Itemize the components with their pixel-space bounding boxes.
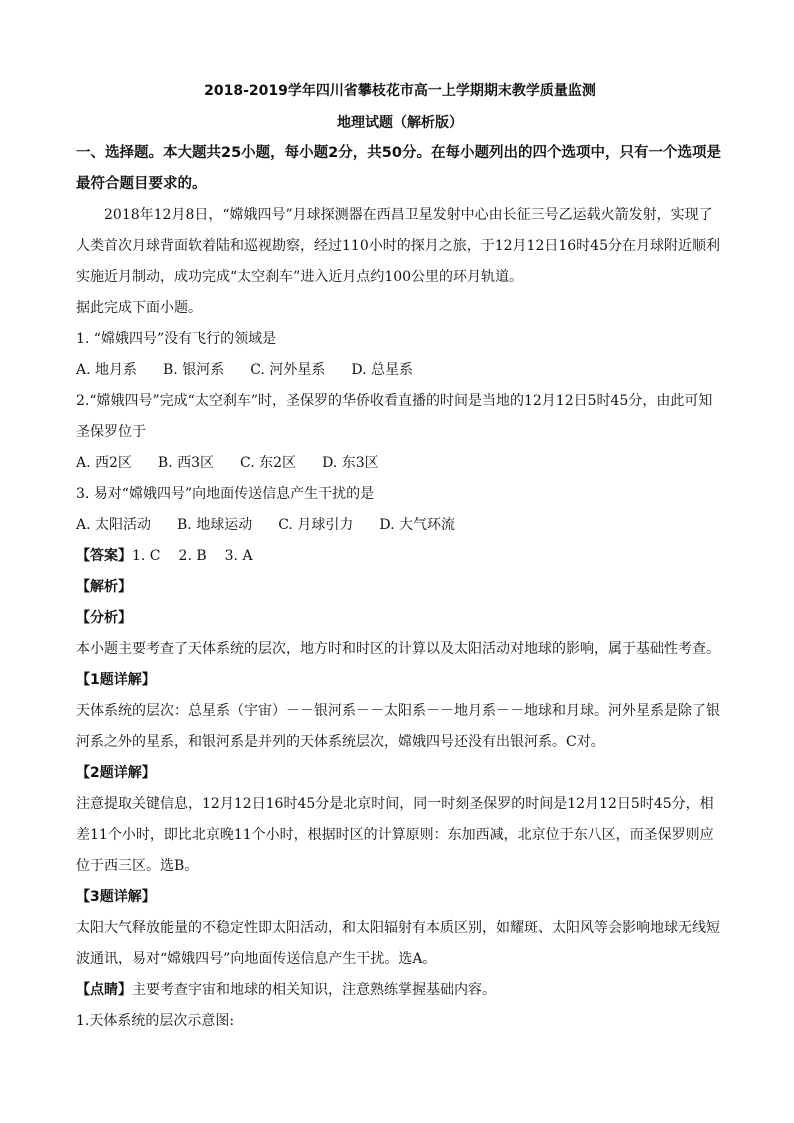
detail-1-label: 【1题详解】 [76,672,156,688]
answer-item: 1. C [132,548,161,564]
option: D. 东3区 [322,455,379,471]
detail-2-label: 【2题详解】 [76,765,156,781]
option: A. 地月系 [76,362,138,378]
answer-item: 3. A [224,548,253,564]
question-1-stem: 1. “嫦娥四号”没有飞行的领域是 [76,331,277,347]
answer-item: 2. B [178,548,207,564]
option: B. 地球运动 [177,517,253,533]
document-title: 2018-2019学年四川省攀枝花市高一上学期期末教学质量监测 [204,83,596,99]
detail-3-label: 【3题详解】 [76,889,156,905]
passage-prompt: 据此完成下面小题。 [76,300,202,316]
detail-1-text: 天体系统的层次：总星系（宇宙）－－银河系－－太阳系－－地月系－－地球和月球。河外星系是除了银河系之外的星系，和银河系是并列的天体系统层次，嫦娥四号还没有出银河系。C对。 [76,703,720,750]
option: B. 银河系 [163,362,225,378]
section-heading: 一、选择题。本大题共25小题，每小题2分，共50分。在每小题列出的四个选项中，只有一个选项是最符合题目要求的。 [76,145,721,192]
question-1-options [76,355,724,386]
option: D. 总星系 [351,362,413,378]
detail-2-text: 注意提取关键信息，12月12日16时45分是北京时间，同一时刻圣保罗的时间是12月12日5时45分，相差11个小时，即比北京晚11个小时，根据时区的计算原则：东加西减，北京位于东八区，而圣保罗则应位于西三区。选B。 [76,796,714,874]
jiexi-label: 【解析】 [76,579,132,595]
option: C. 月球引力 [278,517,354,533]
fenxi-text: 本小题主要考查了天体系统的层次，地方时和时区的计算以及太阳活动对地球的影响，属于基础性考查。 [76,641,720,657]
answer-label: 【答案】 [76,548,132,564]
fenxi-label: 【分析】 [76,610,132,626]
question-2-stem: 2.“嫦娥四号”完成“太空刹车”时，圣保罗的华侨收看直播的时间是当地的12月12日5时45分，由此可知圣保罗位于 [76,393,713,440]
option: B. 西3区 [157,455,215,471]
dianjing-line [76,975,724,1006]
document-subtitle: 地理试题（解析版） [337,115,463,131]
detail-3-text: 太阳大气释放能量的不稳定性即太阳活动，和太阳辐射有本质区别，如耀斑、太阳风等会影响地球无线短波通讯，易对“嫦娥四号”向地面传送信息产生干扰。选A。 [76,920,720,967]
passage-text: 2018年12月8日，“嫦娥四号”月球探测器在西昌卫星发射中心由长征三号乙运载火箭发射，实现了人类首次月球背面软着陆和巡视勘察，经过110小时的探月之旅，于12月12日16时45分在月球附近顺利实施近月制动，成功完成“太空刹车”进入近月点约100公里的环月轨道。 [76,207,720,285]
question-3-stem: 3. 易对“嫦娥四号”向地面传送信息产生干扰的是 [76,486,375,502]
option: A. 太阳活动 [76,517,152,533]
option: A. 西2区 [76,455,132,471]
answer-line [76,541,724,572]
option: C. 河外星系 [250,362,326,378]
dianjing-label: 【点睛】 [76,982,132,998]
dianjing-text: 主要考查宇宙和地球的相关知识，注意熟练掌握基础内容。 [132,982,496,998]
option: C. 东2区 [240,455,297,471]
option: D. 大气环流 [379,517,455,533]
last-line: 1.天体系统的层次示意图: [76,1013,235,1029]
question-2-options [76,448,724,479]
question-3-options [76,510,724,541]
